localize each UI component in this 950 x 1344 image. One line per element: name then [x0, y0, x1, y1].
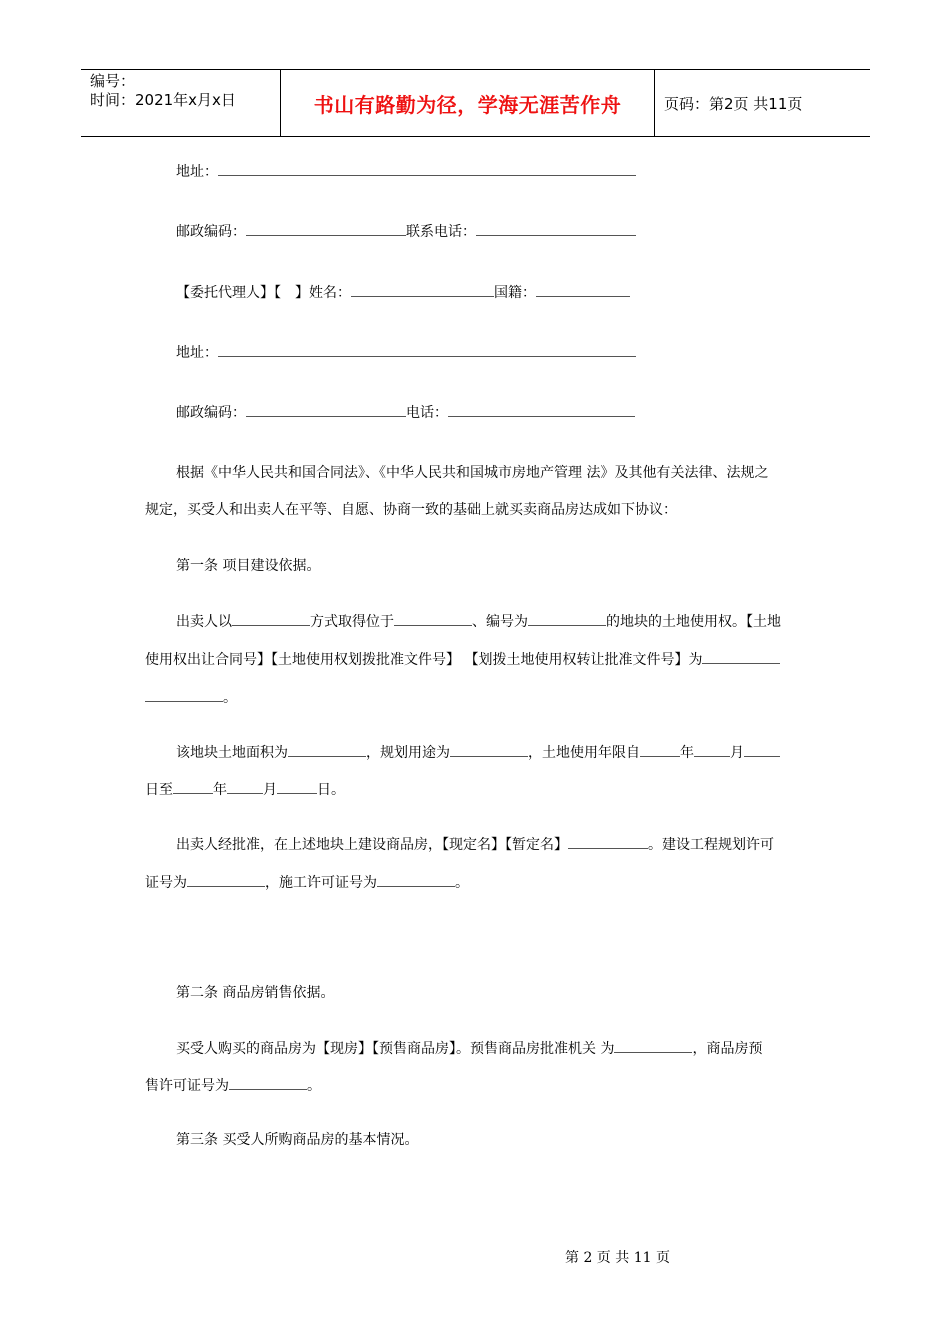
contact-phone-label: 联系电话：: [406, 224, 476, 240]
text-span: 方式取得位于: [310, 614, 394, 630]
text-span: 月: [263, 782, 277, 798]
address-blank[interactable]: [218, 161, 636, 176]
text-span: 使用权出让合同号】【土地使用权划拨批准文件号】 【划拨土地使用权转让批准文件号】为: [145, 652, 703, 668]
text-span: 。建设工程规划许可: [648, 837, 774, 853]
agent-name-blank[interactable]: [351, 282, 494, 297]
text-span: 出卖人以: [176, 614, 232, 630]
p1-line-2: [145, 649, 780, 670]
address-label: 地址：: [176, 164, 218, 180]
phone-blank[interactable]: [448, 402, 635, 417]
p4-line-1: [176, 1038, 762, 1059]
address-label: 地址：: [176, 345, 218, 361]
basis-paragraph-line-2: 规定，买受人和出卖人在平等、自愿、协商一致的基础上就买卖商品房达成如下协议：: [145, 502, 677, 518]
start-day-blank[interactable]: [744, 742, 780, 757]
nationality-blank[interactable]: [536, 282, 630, 297]
acquisition-method-blank[interactable]: [232, 611, 310, 626]
article-1-title: 第一条 项目建设依据。: [176, 558, 321, 574]
text-span: 的地块的土地使用权。【土地: [606, 614, 781, 630]
postal-row-1: [176, 221, 636, 242]
page-header: [81, 69, 870, 137]
text-span: 。: [223, 690, 237, 706]
contact-phone-blank[interactable]: [476, 221, 636, 236]
address-row-2: [176, 342, 636, 363]
page-footer: 第 2 页 共 11 页: [565, 1250, 670, 1266]
text-span: 月: [730, 745, 744, 761]
text-span: 该地块土地面积为: [176, 745, 288, 761]
postal-label: 邮政编码：: [176, 405, 246, 421]
document-number-blank-cont[interactable]: [145, 687, 223, 702]
text-span: 证号为: [145, 875, 187, 891]
text-span: 年: [680, 745, 694, 761]
end-day-blank[interactable]: [277, 779, 317, 794]
agent-label: 【委托代理人】【 】姓名：: [176, 285, 351, 301]
end-year-blank[interactable]: [173, 779, 213, 794]
p4-line-2: [145, 1075, 321, 1096]
basis-paragraph-line-1: 根据《中华人民共和国合同法》、《中华人民共和国城市房地产管理 法》及其他有关法律、法规之: [176, 465, 769, 481]
text-span: 。: [455, 875, 469, 891]
postal-blank[interactable]: [246, 402, 406, 417]
p1-line-1: [176, 611, 781, 632]
construction-permit-blank[interactable]: [377, 872, 455, 887]
p2-line-1: [176, 742, 780, 763]
lot-number-blank[interactable]: [528, 611, 606, 626]
land-area-blank[interactable]: [288, 742, 366, 757]
text-span: ，土地使用年限自: [528, 745, 640, 761]
text-span: 出卖人经批准，在上述地块上建设商品房，【现定名】【暂定名】: [176, 837, 568, 853]
article-3-title: 第三条 买受人所购商品房的基本情况。: [176, 1132, 419, 1148]
text-span: ，施工许可证号为: [265, 875, 377, 891]
address-row-1: [176, 161, 636, 182]
motto: 书山有路勤为径，学海无涯苦作舟: [281, 70, 655, 136]
date-label: 时间：2021年x月x日: [90, 91, 236, 109]
text-span: ，商品房预: [692, 1041, 763, 1057]
agent-row: [176, 282, 630, 303]
p3-line-1: [176, 834, 774, 855]
text-span: 售许可证号为: [145, 1078, 229, 1094]
text-span: 日至: [145, 782, 173, 798]
planned-use-blank[interactable]: [450, 742, 528, 757]
phone-label: 电话：: [406, 405, 448, 421]
approval-authority-blank[interactable]: [614, 1038, 692, 1053]
nationality-label: 国籍：: [494, 285, 536, 301]
text-span: 。: [307, 1078, 321, 1094]
end-month-blank[interactable]: [227, 779, 263, 794]
header-left-cell: [81, 70, 281, 136]
postal-blank[interactable]: [246, 221, 406, 236]
document-number-blank[interactable]: [702, 649, 780, 664]
p3-line-2: [145, 872, 469, 893]
start-month-blank[interactable]: [694, 742, 730, 757]
text-span: 日。: [317, 782, 345, 798]
building-name-blank[interactable]: [568, 834, 648, 849]
text-span: 、编号为: [472, 614, 528, 630]
p2-line-2: [145, 779, 345, 800]
article-2-title: 第二条 商品房销售依据。: [176, 985, 335, 1001]
number-label: 编号：: [90, 72, 136, 90]
text-span: 买受人购买的商品房为【现房】【预售商品房】。预售商品房批准机关 为: [176, 1041, 615, 1057]
start-year-blank[interactable]: [640, 742, 680, 757]
text-span: 年: [213, 782, 227, 798]
postal-row-2: [176, 402, 635, 423]
page-info: 页码：第2页 共11页: [664, 94, 803, 113]
p1-line-3: [145, 687, 237, 708]
planning-permit-blank[interactable]: [187, 872, 265, 887]
presale-permit-blank[interactable]: [229, 1075, 307, 1090]
address-blank[interactable]: [218, 342, 636, 357]
postal-label: 邮政编码：: [176, 224, 246, 240]
location-blank[interactable]: [394, 611, 472, 626]
text-span: ，规划用途为: [366, 745, 450, 761]
